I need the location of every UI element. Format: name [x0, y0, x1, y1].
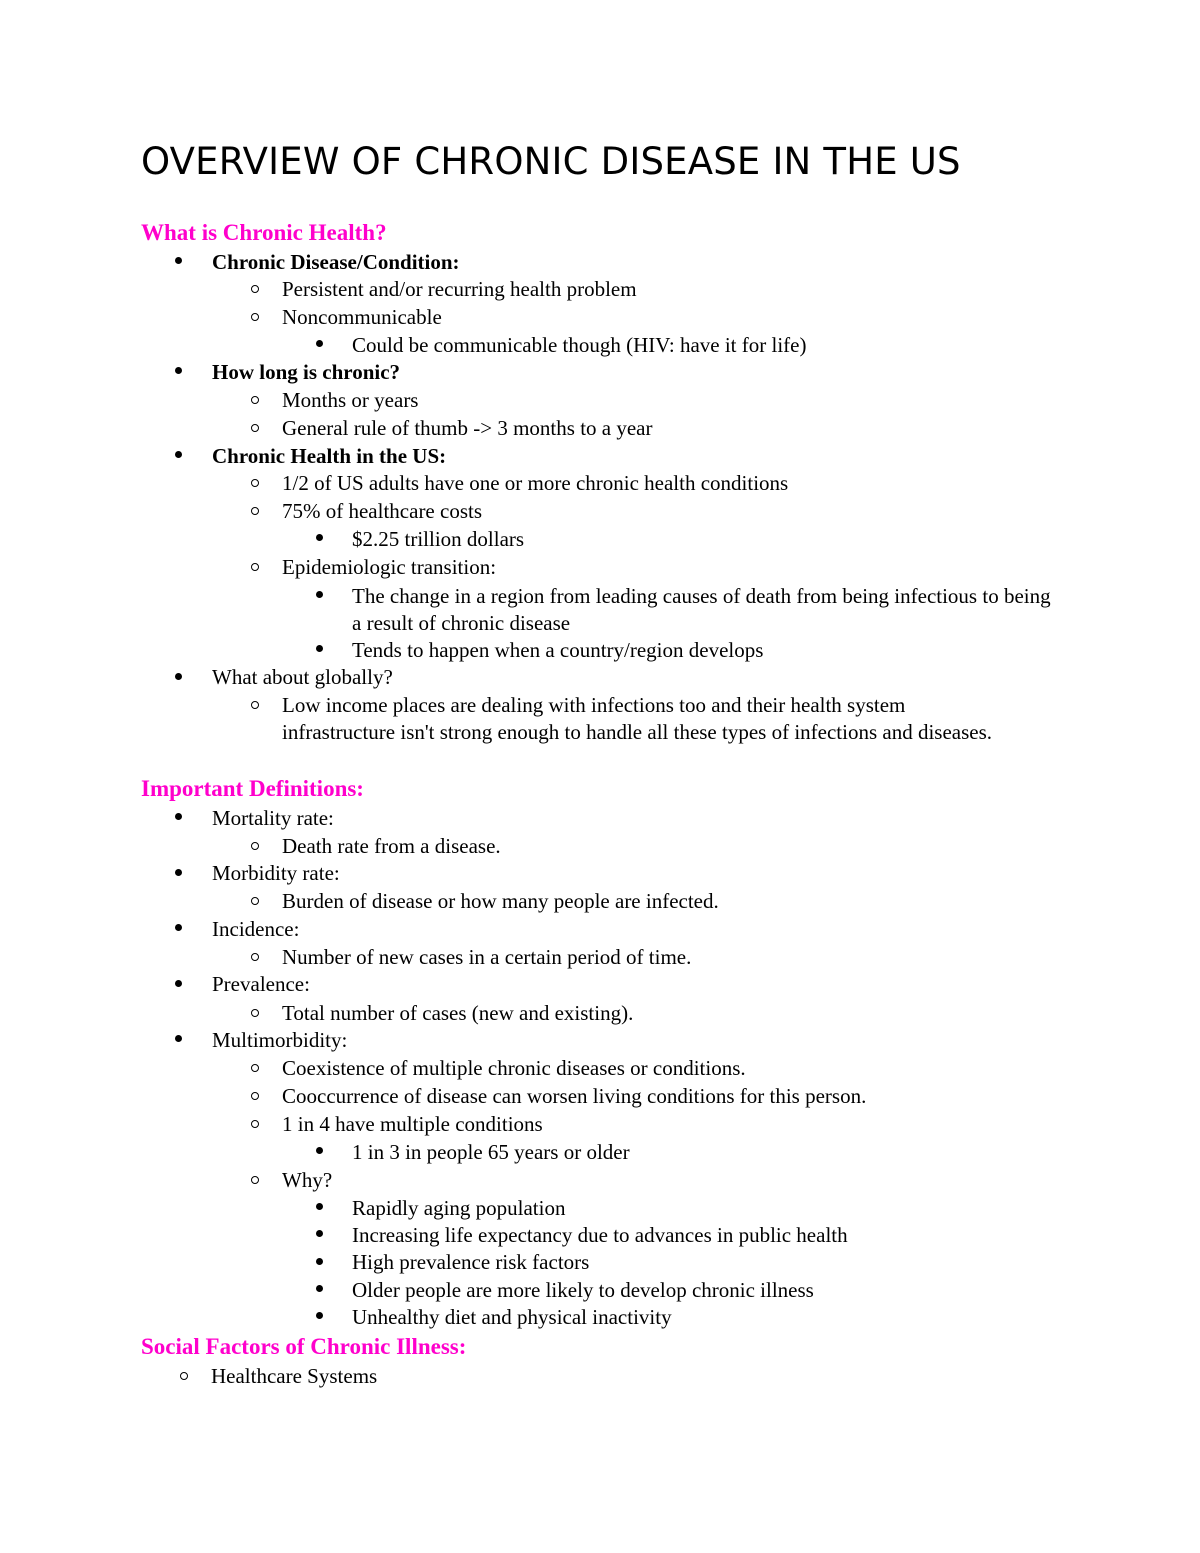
list-item: Tends to happen when a country/region develops [352, 638, 764, 662]
list-item: Noncommunicable [282, 305, 442, 329]
section-heading-important-definitions: Important Definitions: [141, 776, 364, 801]
list-item: Incidence: [212, 917, 300, 941]
list-item: Chronic Disease/Condition: [212, 250, 460, 274]
section-heading-chronic-health: What is Chronic Health? [141, 220, 387, 245]
list-item: Unhealthy diet and physical inactivity [352, 1305, 672, 1329]
list-item: What about globally? [212, 665, 393, 689]
list-item: How long is chronic? [212, 360, 401, 384]
list-item: Mortality rate: [212, 806, 334, 830]
list-item: Prevalence: [212, 972, 310, 996]
document-title: OVERVIEW OF CHRONIC DISEASE IN THE US [141, 140, 961, 183]
list-item: Healthcare Systems [211, 1364, 378, 1388]
list-item: $2.25 trillion dollars [352, 527, 525, 551]
list-item: Death rate from a disease. [282, 834, 501, 858]
list-item: Months or years [282, 388, 419, 412]
list-item: Burden of disease or how many people are infected. [282, 889, 719, 913]
list-item: Could be communicable though (HIV: have it for life) [352, 333, 807, 357]
list-item: Number of new cases in a certain period of time. [282, 945, 692, 969]
list-item: 75% of healthcare costs [282, 499, 483, 523]
list-item: Older people are more likely to develop chronic illness [352, 1278, 814, 1302]
list-item: Coexistence of multiple chronic diseases or conditions. [282, 1056, 746, 1080]
list-item: Why? [282, 1168, 333, 1192]
list-item: Low income places are dealing with infections too and their health system infrastructure isn't strong enough to handle all these types of infections and diseases. [282, 693, 993, 744]
list-item: Chronic Health in the US: [212, 444, 447, 468]
list-item: General rule of thumb -> 3 months to a year [282, 416, 653, 440]
list-item: Multimorbidity: [212, 1028, 348, 1052]
list-item: Cooccurrence of disease can worsen living conditions for this person. [282, 1084, 867, 1108]
list-item: Epidemiologic transition: [282, 555, 497, 579]
list-item: 1 in 4 have multiple conditions [282, 1112, 543, 1136]
list-item: High prevalence risk factors [352, 1250, 590, 1274]
section-heading-social-factors: Social Factors of Chronic Illness: [141, 1334, 467, 1359]
list-item: Morbidity rate: [212, 861, 340, 885]
list-item: Increasing life expectancy due to advances in public health [352, 1223, 848, 1247]
list-item: 1/2 of US adults have one or more chronic health conditions [282, 471, 789, 495]
list-item: Total number of cases (new and existing). [282, 1001, 634, 1025]
list-item: The change in a region from leading causes of death from being infectious to being a result of chronic disease [352, 584, 1051, 635]
list-item: 1 in 3 in people 65 years or older [352, 1140, 630, 1164]
list-item: Persistent and/or recurring health problem [282, 277, 637, 301]
list-item: Rapidly aging population [352, 1196, 566, 1220]
